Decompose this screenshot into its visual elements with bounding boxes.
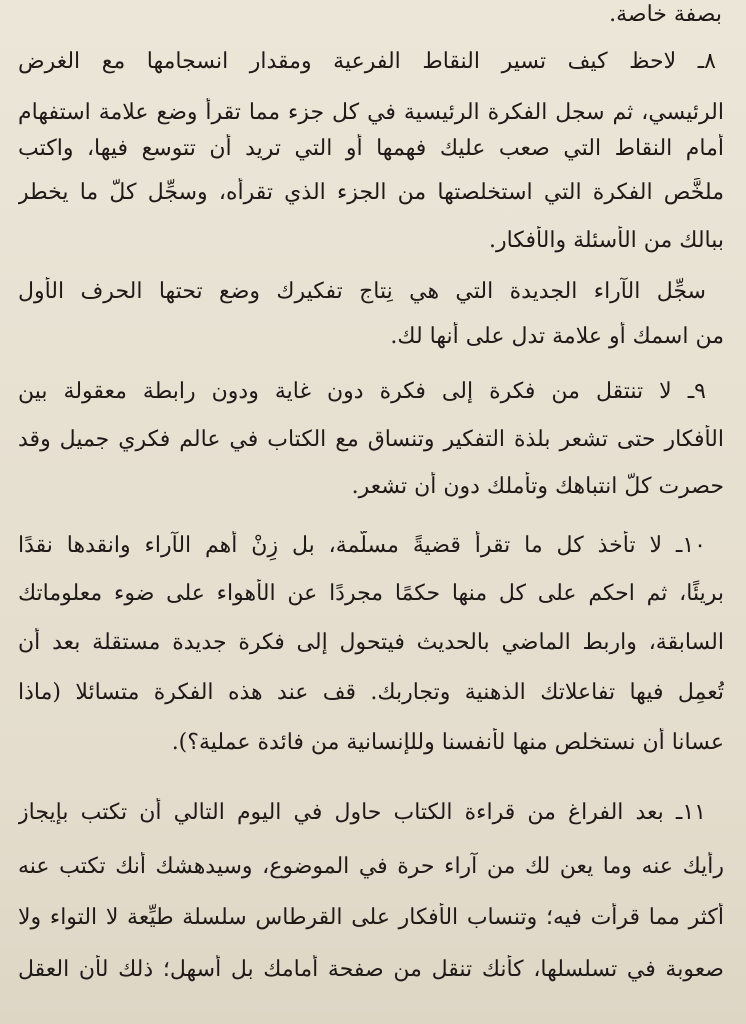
text-line-17: ١١ـ بعد الفراغ من قراءة الكتاب حاول في اليوم التالي أن تكتب بإيجاز — [18, 800, 706, 825]
text-line-7: سجِّل الآراء الجديدة التي هي نِتاج تفكيرك وضع تحتها الحرف الأول — [18, 279, 706, 304]
text-line-13: بريئًا، ثم احكم على كل منها حكمًا مجردًا عن الأهواء على ضوء معلوماتك — [18, 581, 724, 606]
text-line-15: تُعمِل فيها تفاعلاتك الذهنية وتجاربك. قف عند هذه الفكرة متسائلا (ماذا — [18, 680, 724, 705]
text-line-8: من اسمك أو علامة تدل على أنها لك. — [390, 324, 724, 349]
text-line-9: ٩ـ لا تنتقل من فكرة إلى فكرة دون غاية ودون رابطة معقولة بين — [18, 379, 706, 404]
text-line-5: ملخَّص الفكرة التي استخلصتها من الجزء الذي تقرأه، وسجِّل كلّ ما يخطر — [18, 180, 724, 205]
text-line-2: ٨ـ لاحظ كيف تسير النقاط الفرعية ومقدار انسجامها مع الغرض — [18, 49, 716, 74]
text-line-18: رأيك عنه وما يعن لك من آراء حرة في الموضوع، وسيدهشك أنك تكتب عنه — [18, 854, 724, 879]
text-line-6: ببالك من الأسئلة والأفكار. — [488, 228, 724, 253]
text-line-12: ١٠ـ لا تأخذ كل ما تقرأ قضيةً مسلّمة، بل زِنْ أهم الآراء وانقدها نقدًا — [18, 533, 706, 558]
text-line-19: أكثر مما قرأت فيه؛ وتنساب الأفكار على القرطاس سلسلة طيِّعة لا التواء ولا — [18, 905, 724, 930]
text-line-14: السابقة، واربط الماضي بالحديث فيتحول إلى فكرة جديدة مستقلة بعد أن — [18, 630, 724, 655]
text-line-1: بصفة خاصة. — [609, 2, 722, 27]
text-line-3: الرئيسي، ثم سجل الفكرة الرئيسية في كل جزء مما تقرأ وضع علامة استفهام — [18, 100, 724, 125]
text-line-20: صعوبة في تسلسلها، كأنك تنقل من صفحة أمامك بل أسهل؛ ذلك لأن العقل — [18, 957, 724, 982]
text-line-16: عسانا أن نستخلص منها لأنفسنا وللإنسانية من فائدة عملية؟). — [171, 730, 724, 755]
text-line-4: أمام النقاط التي صعب عليك فهمها أو التي تريد أن تتوسع فيها، واكتب — [18, 136, 724, 161]
text-line-11: حصرت كلّ انتباهك وتأملك دون أن تشعر. — [351, 474, 724, 499]
text-line-10: الأفكار حتى تشعر بلذة التفكير وتنساق مع الكتاب في عالم فكري جميل وقد — [18, 427, 724, 452]
